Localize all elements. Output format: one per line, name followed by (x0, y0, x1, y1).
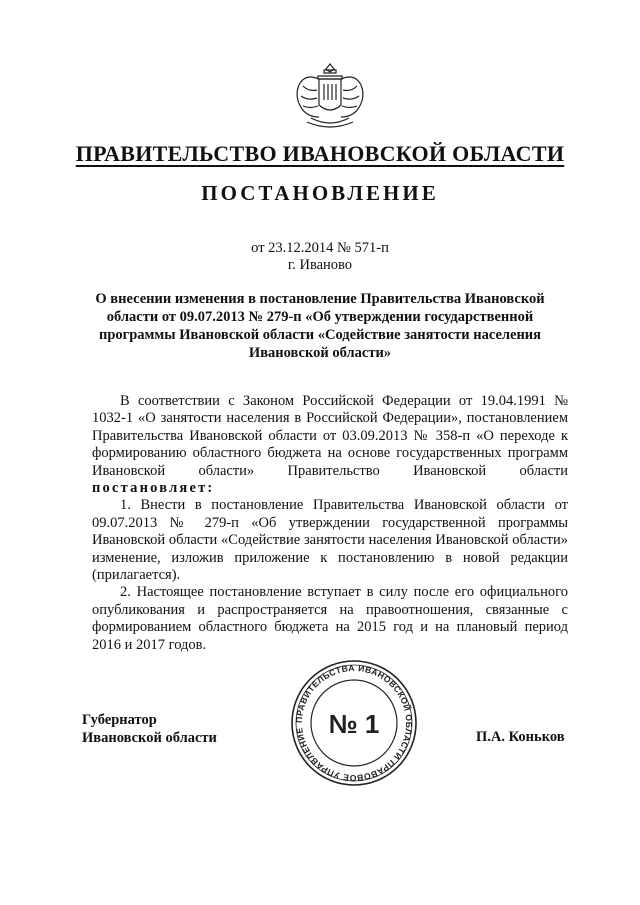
preamble-paragraph (92, 393, 568, 497)
decree-word: постановляет (92, 480, 208, 497)
position-line-1: Губернатор (82, 712, 157, 728)
seal-ring-text: ПРАВИТЕЛЬСТВА ИВАНОВСКОЙ ОБЛАСТИ ПРАВОВОЕ УПРАВЛЕНИЕ (293, 662, 415, 784)
city: г. Иваново (287, 257, 353, 273)
doc-subject: О внесении изменения в постановление Правительства Ивановской области от 09.07.2013 № 279-п «Об утверждении государственной программы Ивановской области «Содействие занятости населения Ивановской области» (95, 291, 545, 361)
org-title: ПРАВИТЕЛЬСТВО ИВАНОВСКОЙ ОБЛАСТИ (75, 141, 565, 166)
position-line-2: Ивановской области (82, 730, 217, 746)
decree-colon: : (207, 480, 215, 497)
signatory-name: П.А. Коньков (476, 729, 565, 745)
preamble-text: В соответствии с Законом Российской Федерации от 19.04.1991 № 1032-1 «О занятости населения в Российской Федерации», постановлением Правительства Ивановской области от 03.09.2013 № 358-п «О переходе к формированию областного бюджета на основе государственных программ Ивановской области» Правительство Ивановской области (92, 393, 568, 479)
seal-number: № 1 (328, 709, 380, 739)
signature-position (82, 711, 217, 747)
date-number: от 23.12.2014 № 571-п (251, 240, 389, 256)
item-2: 2. Настоящее постановление вступает в силу после его официального опубликования и распространяется на правоотношения, связанные с формированием областного бюджета на 2015 год и на плановый период 2016 и 2017 годов. (92, 584, 568, 653)
doc-body (92, 393, 568, 654)
doc-meta (0, 240, 640, 274)
item-1: 1. Внести в постановление Правительства Ивановской области от 09.07.2013 № 279-п «Об утверждении государственной программы Ивановской области «Содействие занятости населения Ивановской области» изменение, изложив приложение к постановлению в новой редакции (прилагается). (92, 497, 568, 584)
coat-of-arms-icon (291, 60, 369, 130)
stamp-seal (289, 658, 419, 788)
doc-type: ПОСТАНОВЛЕНИЕ (201, 181, 439, 205)
